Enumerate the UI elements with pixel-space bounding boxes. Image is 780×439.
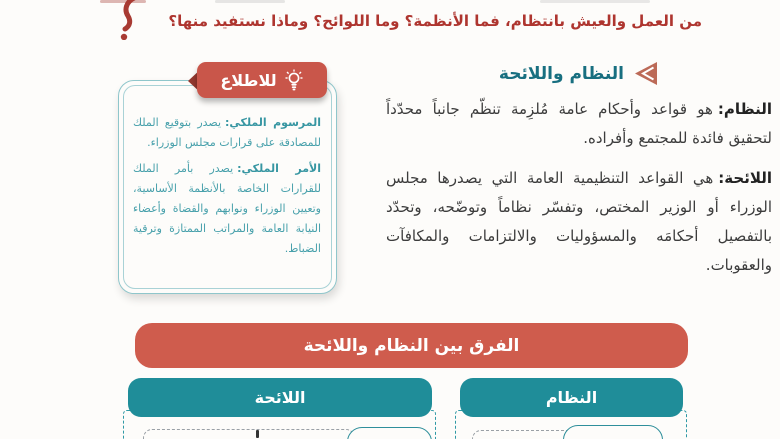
aside-item [133, 113, 321, 153]
definition-nizam [386, 95, 772, 153]
aside-text: يصدر بأمر الملك للقرارات الخاصة بالأنظمة الأساسية، وتعيين الوزراء ونوابهم والقضاة وأعضاء النيابة العامة والمراتب الممتازة وترقية الضباط. [133, 162, 321, 255]
definitions-block [386, 95, 772, 280]
aside-text: يصدر بتوقيع الملك للمصادقة على قرارات مجلس الوزراء. [133, 116, 321, 149]
aside-term: المرسوم الملكي: [225, 116, 322, 129]
definition-text: هي القواعد التنظيمية العامة التي يصدرها مجلس الوزراء أو الوزير المختص، وتفسّر نظاماً وتوضّحه، وتحدّد بالتفصيل أحكامَه والمسؤوليات والالتزامات والمكافآت والعقوبات. [386, 169, 772, 274]
triangle-bullet-icon [632, 61, 658, 86]
clipped-inner-dashed-box [143, 429, 355, 439]
clipped-inner-pill [347, 427, 432, 439]
clipped-text-fragment [540, 0, 650, 3]
lightbulb-icon [284, 69, 304, 91]
aside-info-box [118, 80, 337, 294]
lesson-heading-text: النظام واللائحة [498, 63, 624, 84]
definition-term: اللائحة: [718, 169, 772, 187]
aside-banner [197, 62, 327, 98]
clipped-inner-pill [563, 425, 663, 439]
column-label: النظام [545, 388, 598, 407]
aside-body-text [119, 81, 336, 293]
column-header-nizam [460, 378, 683, 417]
aside-term: الأمر الملكي: [237, 162, 321, 175]
comparison-title: الفرق بين النظام واللائحة [303, 335, 520, 356]
lesson-heading [499, 61, 658, 86]
intro-question: من العمل والعيش بانتظام، فما الأنظمة؟ وما اللوائح؟ وماذا نستفيد منها؟ [168, 12, 702, 30]
aside-banner-label: للاطلاع [220, 71, 277, 90]
clipped-text-tip [256, 430, 259, 438]
question-ornament-icon [116, 0, 142, 40]
definition-laiha [386, 164, 772, 280]
aside-item [133, 159, 321, 259]
column-label: اللائحة [254, 388, 306, 407]
comparison-title-banner [135, 323, 688, 368]
definition-text: هو قواعد وأحكام عامة مُلزِمة تنظّم جانباً محدّداً لتحقيق فائدة للمجتمع وأفراده. [386, 100, 772, 147]
definition-term: النظام: [717, 100, 772, 118]
column-header-laiha [128, 378, 432, 417]
clipped-text-fragment [215, 0, 285, 3]
